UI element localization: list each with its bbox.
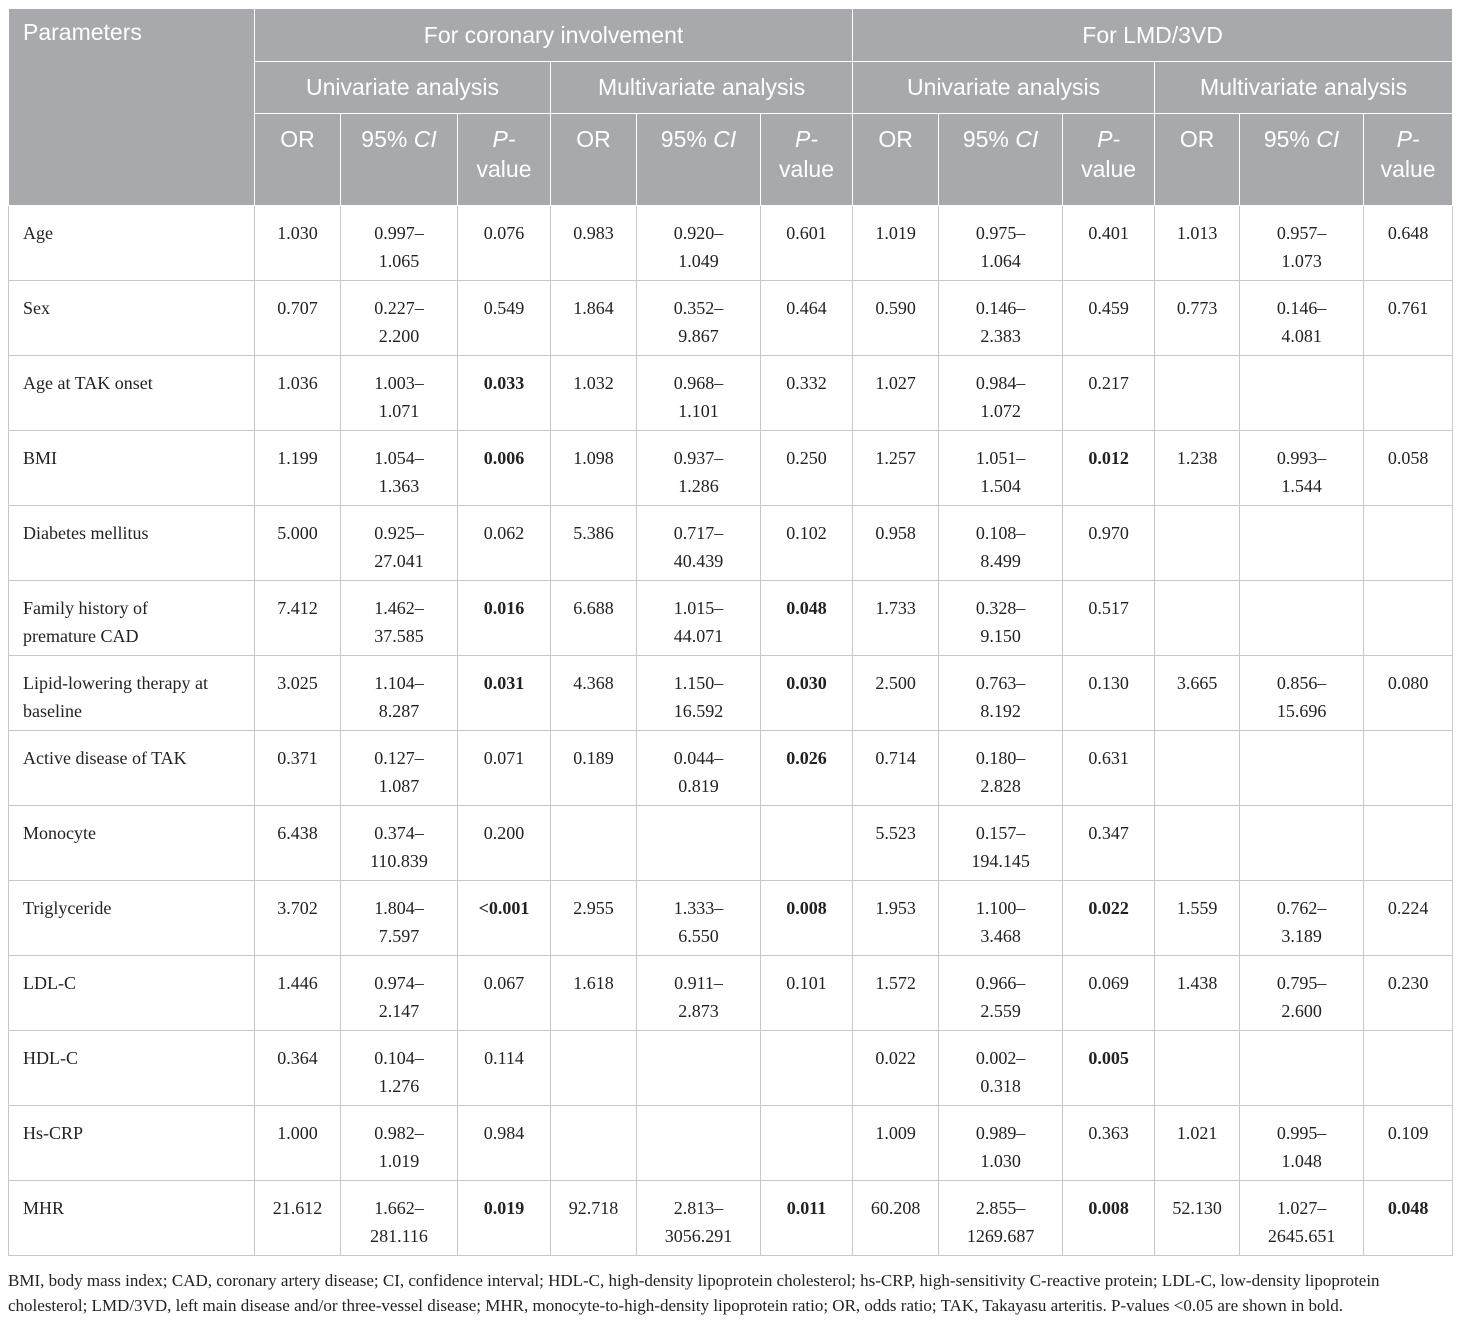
cell-p-value: 0.631 [1063, 731, 1155, 806]
parameter-name: Age [9, 206, 255, 281]
cell-ci: 2.855– 1269.687 [939, 1181, 1063, 1256]
cell-or [1155, 581, 1240, 656]
cell-or: 0.371 [255, 731, 341, 806]
cell-or: 1.733 [853, 581, 939, 656]
cell-p-value: 0.102 [761, 506, 853, 581]
cell-p-value: 0.008 [761, 881, 853, 956]
cell-or [551, 1106, 637, 1181]
cell-p-value: 0.984 [458, 1106, 551, 1181]
cell-ci: 0.002– 0.318 [939, 1031, 1063, 1106]
cell-ci: 0.352– 9.867 [637, 281, 761, 356]
header-ci-label: CI [413, 126, 437, 152]
header-coronary-group: For coronary involvement [255, 9, 853, 62]
cell-p-value [761, 1106, 853, 1181]
header-univariate: Univariate analysis [853, 62, 1155, 114]
cell-p-value: 0.224 [1364, 881, 1453, 956]
table-row [9, 1181, 1453, 1256]
cell-p-value: 0.012 [1063, 431, 1155, 506]
cell-p-value: 0.200 [458, 806, 551, 881]
cell-ci: 0.966– 2.559 [939, 956, 1063, 1031]
header-ci-prefix: 95% [660, 126, 714, 152]
cell-p-value: 0.048 [1364, 1181, 1453, 1256]
cell-ci: 0.157– 194.145 [939, 806, 1063, 881]
cell-or: 1.238 [1155, 431, 1240, 506]
cell-p-value [761, 806, 853, 881]
cell-ci: 0.328– 9.150 [939, 581, 1063, 656]
cell-or: 1.009 [853, 1106, 939, 1181]
cell-ci [637, 806, 761, 881]
cell-ci: 0.989– 1.030 [939, 1106, 1063, 1181]
header-ci-label: CI [1015, 126, 1039, 152]
cell-ci: 0.968– 1.101 [637, 356, 761, 431]
cell-ci: 1.027– 2645.651 [1240, 1181, 1364, 1256]
cell-or: 1.559 [1155, 881, 1240, 956]
cell-p-value: 0.601 [761, 206, 853, 281]
cell-or: 6.438 [255, 806, 341, 881]
cell-or: 5.000 [255, 506, 341, 581]
parameter-name: Triglyceride [9, 881, 255, 956]
header-multivariate: Multivariate analysis [551, 62, 853, 114]
cell-or: 1.438 [1155, 956, 1240, 1031]
cell-p-value: 0.058 [1364, 431, 1453, 506]
cell-ci: 0.146– 2.383 [939, 281, 1063, 356]
cell-or: 0.364 [255, 1031, 341, 1106]
table-row [9, 881, 1453, 956]
cell-or: 1.021 [1155, 1106, 1240, 1181]
cell-ci: 1.100– 3.468 [939, 881, 1063, 956]
parameter-name: Active disease of TAK [9, 731, 255, 806]
cell-or: 2.955 [551, 881, 637, 956]
table-row [9, 206, 1453, 281]
cell-p-value: 0.347 [1063, 806, 1155, 881]
header-ci [1240, 114, 1364, 206]
cell-ci: 0.180– 2.828 [939, 731, 1063, 806]
cell-or [1155, 806, 1240, 881]
cell-p-value: 0.648 [1364, 206, 1453, 281]
cell-p-value: 0.230 [1364, 956, 1453, 1031]
cell-ci: 1.051– 1.504 [939, 431, 1063, 506]
cell-p-value: 0.970 [1063, 506, 1155, 581]
cell-p-value: 0.067 [458, 956, 551, 1031]
cell-or: 1.027 [853, 356, 939, 431]
table-row [9, 1031, 1453, 1106]
parameter-name: Hs-CRP [9, 1106, 255, 1181]
cell-p-value: 0.250 [761, 431, 853, 506]
cell-p-value: 0.071 [458, 731, 551, 806]
table-header [9, 9, 1453, 206]
cell-ci: 0.982– 1.019 [341, 1106, 458, 1181]
cell-ci: 0.995– 1.048 [1240, 1106, 1364, 1181]
cell-or: 0.590 [853, 281, 939, 356]
cell-or: 5.386 [551, 506, 637, 581]
cell-p-value: 0.080 [1364, 656, 1453, 731]
cell-ci: 0.104– 1.276 [341, 1031, 458, 1106]
cell-or: 1.618 [551, 956, 637, 1031]
table-row [9, 356, 1453, 431]
cell-ci [1240, 1031, 1364, 1106]
cell-ci: 0.925– 27.041 [341, 506, 458, 581]
header-p-label: P- [492, 126, 516, 152]
cell-ci: 1.804– 7.597 [341, 881, 458, 956]
cell-or: 1.864 [551, 281, 637, 356]
cell-or [551, 806, 637, 881]
cell-or: 1.257 [853, 431, 939, 506]
cell-or [551, 1031, 637, 1106]
cell-or: 0.189 [551, 731, 637, 806]
table-footnote: BMI, body mass index; CAD, coronary artery disease; CI, confidence interval; HDL-C, high-density lipoprotein cholesterol; hs-CRP, high-sensitivity C-reactive protein; LDL-C, low-density lipoprotein cholesterol; LMD/3VD, left main disease and/or three-vessel disease; MHR, monocyte-to-high-density lipoprotein ratio; OR, odds ratio; TAK, Takayasu arteritis. P-values <0.05 are shown in bold. [8, 1271, 1380, 1315]
cell-or: 7.412 [255, 581, 341, 656]
cell-ci [637, 1106, 761, 1181]
header-p-label: P- [795, 126, 819, 152]
cell-ci: 0.127– 1.087 [341, 731, 458, 806]
cell-p-value: 0.114 [458, 1031, 551, 1106]
header-ci [341, 114, 458, 206]
table-row [9, 656, 1453, 731]
cell-ci: 1.333– 6.550 [637, 881, 761, 956]
cell-or: 1.000 [255, 1106, 341, 1181]
cell-or: 0.983 [551, 206, 637, 281]
cell-p-value: 0.062 [458, 506, 551, 581]
header-p-label: P- [1097, 126, 1121, 152]
header-lmd-group: For LMD/3VD [853, 9, 1453, 62]
cell-or [1155, 356, 1240, 431]
cell-or: 1.953 [853, 881, 939, 956]
cell-p-value [1364, 731, 1453, 806]
cell-or: 5.523 [853, 806, 939, 881]
cell-p-value [1364, 581, 1453, 656]
cell-p-value: 0.109 [1364, 1106, 1453, 1181]
parameter-name: Lipid-lowering therapy at baseline [9, 656, 255, 731]
cell-p-value [1364, 806, 1453, 881]
table-row [9, 1106, 1453, 1181]
cell-ci [1240, 506, 1364, 581]
cell-ci: 0.957– 1.073 [1240, 206, 1364, 281]
parameter-name: MHR [9, 1181, 255, 1256]
cell-ci: 1.015– 44.071 [637, 581, 761, 656]
cell-ci: 0.762– 3.189 [1240, 881, 1364, 956]
header-p-value [458, 114, 551, 206]
header-or: OR [551, 114, 637, 206]
header-multivariate: Multivariate analysis [1155, 62, 1453, 114]
cell-p-value: 0.101 [761, 956, 853, 1031]
cell-or: 6.688 [551, 581, 637, 656]
table-row [9, 956, 1453, 1031]
cell-p-value: <0.001 [458, 881, 551, 956]
cell-p-value: 0.006 [458, 431, 551, 506]
table-row [9, 731, 1453, 806]
cell-p-value: 0.332 [761, 356, 853, 431]
header-p-value [761, 114, 853, 206]
cell-p-value: 0.005 [1063, 1031, 1155, 1106]
cell-p-value: 0.401 [1063, 206, 1155, 281]
header-or: OR [1155, 114, 1240, 206]
cell-ci: 1.054– 1.363 [341, 431, 458, 506]
cell-ci: 0.856– 15.696 [1240, 656, 1364, 731]
table-row [9, 431, 1453, 506]
cell-p-value: 0.464 [761, 281, 853, 356]
regression-table [8, 8, 1453, 1256]
cell-p-value: 0.008 [1063, 1181, 1155, 1256]
cell-or: 1.036 [255, 356, 341, 431]
cell-or: 0.714 [853, 731, 939, 806]
header-univariate: Univariate analysis [255, 62, 551, 114]
cell-ci: 1.104– 8.287 [341, 656, 458, 731]
header-p-label: P- [1396, 126, 1420, 152]
cell-ci: 1.003– 1.071 [341, 356, 458, 431]
cell-or: 52.130 [1155, 1181, 1240, 1256]
cell-or: 0.707 [255, 281, 341, 356]
parameter-name: Sex [9, 281, 255, 356]
cell-p-value [1364, 506, 1453, 581]
header-ci-prefix: 95% [962, 126, 1016, 152]
parameter-name: HDL-C [9, 1031, 255, 1106]
header-or: OR [853, 114, 939, 206]
cell-ci: 0.227– 2.200 [341, 281, 458, 356]
cell-ci: 0.795– 2.600 [1240, 956, 1364, 1031]
cell-p-value: 0.022 [1063, 881, 1155, 956]
header-ci [637, 114, 761, 206]
cell-ci [1240, 731, 1364, 806]
table-row [9, 581, 1453, 656]
cell-p-value: 0.019 [458, 1181, 551, 1256]
cell-ci: 0.993– 1.544 [1240, 431, 1364, 506]
table-row [9, 806, 1453, 881]
cell-ci: 0.108– 8.499 [939, 506, 1063, 581]
header-p-value [1063, 114, 1155, 206]
cell-ci: 0.974– 2.147 [341, 956, 458, 1031]
cell-p-value [761, 1031, 853, 1106]
cell-ci: 1.150– 16.592 [637, 656, 761, 731]
parameter-name: Diabetes mellitus [9, 506, 255, 581]
cell-or: 3.702 [255, 881, 341, 956]
cell-or: 0.773 [1155, 281, 1240, 356]
cell-p-value: 0.011 [761, 1181, 853, 1256]
cell-ci: 0.911– 2.873 [637, 956, 761, 1031]
cell-p-value [1364, 356, 1453, 431]
cell-ci: 0.763– 8.192 [939, 656, 1063, 731]
parameter-name: Family history of premature CAD [9, 581, 255, 656]
header-ci-label: CI [1316, 126, 1340, 152]
cell-p-value: 0.033 [458, 356, 551, 431]
cell-p-value [1364, 1031, 1453, 1106]
header-value-label: value [779, 156, 835, 182]
header-ci [939, 114, 1063, 206]
cell-ci [637, 1031, 761, 1106]
cell-ci: 0.146– 4.081 [1240, 281, 1364, 356]
cell-ci: 0.975– 1.064 [939, 206, 1063, 281]
cell-p-value: 0.761 [1364, 281, 1453, 356]
cell-ci: 0.374– 110.839 [341, 806, 458, 881]
table-row [9, 506, 1453, 581]
header-ci-prefix: 95% [1263, 126, 1317, 152]
cell-p-value: 0.030 [761, 656, 853, 731]
cell-p-value: 0.048 [761, 581, 853, 656]
cell-p-value: 0.517 [1063, 581, 1155, 656]
cell-ci: 0.984– 1.072 [939, 356, 1063, 431]
cell-ci: 1.662– 281.116 [341, 1181, 458, 1256]
cell-p-value: 0.549 [458, 281, 551, 356]
cell-ci: 0.044– 0.819 [637, 731, 761, 806]
cell-ci: 1.462– 37.585 [341, 581, 458, 656]
header-value-label: value [476, 156, 532, 182]
header-or: OR [255, 114, 341, 206]
cell-or: 1.572 [853, 956, 939, 1031]
cell-p-value: 0.217 [1063, 356, 1155, 431]
table-row [9, 281, 1453, 356]
cell-ci [1240, 806, 1364, 881]
table-body [9, 206, 1453, 1256]
header-ci-prefix: 95% [361, 126, 414, 152]
cell-or: 1.446 [255, 956, 341, 1031]
header-ci-label: CI [713, 126, 737, 152]
cell-p-value: 0.031 [458, 656, 551, 731]
cell-or [1155, 731, 1240, 806]
cell-or [1155, 1031, 1240, 1106]
header-value-label: value [1081, 156, 1137, 182]
parameter-name: LDL-C [9, 956, 255, 1031]
cell-or: 3.025 [255, 656, 341, 731]
cell-or: 4.368 [551, 656, 637, 731]
table-container [8, 8, 1452, 1256]
cell-ci [1240, 356, 1364, 431]
cell-ci: 0.937– 1.286 [637, 431, 761, 506]
cell-p-value: 0.459 [1063, 281, 1155, 356]
cell-p-value: 0.076 [458, 206, 551, 281]
cell-or: 1.019 [853, 206, 939, 281]
cell-p-value: 0.069 [1063, 956, 1155, 1031]
cell-ci: 0.920– 1.049 [637, 206, 761, 281]
cell-ci: 2.813– 3056.291 [637, 1181, 761, 1256]
cell-or: 1.013 [1155, 206, 1240, 281]
parameter-name: BMI [9, 431, 255, 506]
cell-p-value: 0.130 [1063, 656, 1155, 731]
cell-or: 1.030 [255, 206, 341, 281]
cell-or [1155, 506, 1240, 581]
header-p-value [1364, 114, 1453, 206]
cell-or: 2.500 [853, 656, 939, 731]
cell-ci: 0.717– 40.439 [637, 506, 761, 581]
cell-or: 0.958 [853, 506, 939, 581]
cell-p-value: 0.026 [761, 731, 853, 806]
cell-or: 1.098 [551, 431, 637, 506]
header-parameters: Parameters [9, 9, 255, 206]
parameter-name: Age at TAK onset [9, 356, 255, 431]
header-value-label: value [1380, 156, 1436, 182]
cell-or: 0.022 [853, 1031, 939, 1106]
cell-p-value: 0.016 [458, 581, 551, 656]
parameter-name: Monocyte [9, 806, 255, 881]
cell-or: 3.665 [1155, 656, 1240, 731]
cell-or: 60.208 [853, 1181, 939, 1256]
cell-or: 21.612 [255, 1181, 341, 1256]
cell-p-value: 0.363 [1063, 1106, 1155, 1181]
cell-ci: 0.997– 1.065 [341, 206, 458, 281]
cell-or: 92.718 [551, 1181, 637, 1256]
cell-ci [1240, 581, 1364, 656]
cell-or: 1.032 [551, 356, 637, 431]
cell-or: 1.199 [255, 431, 341, 506]
